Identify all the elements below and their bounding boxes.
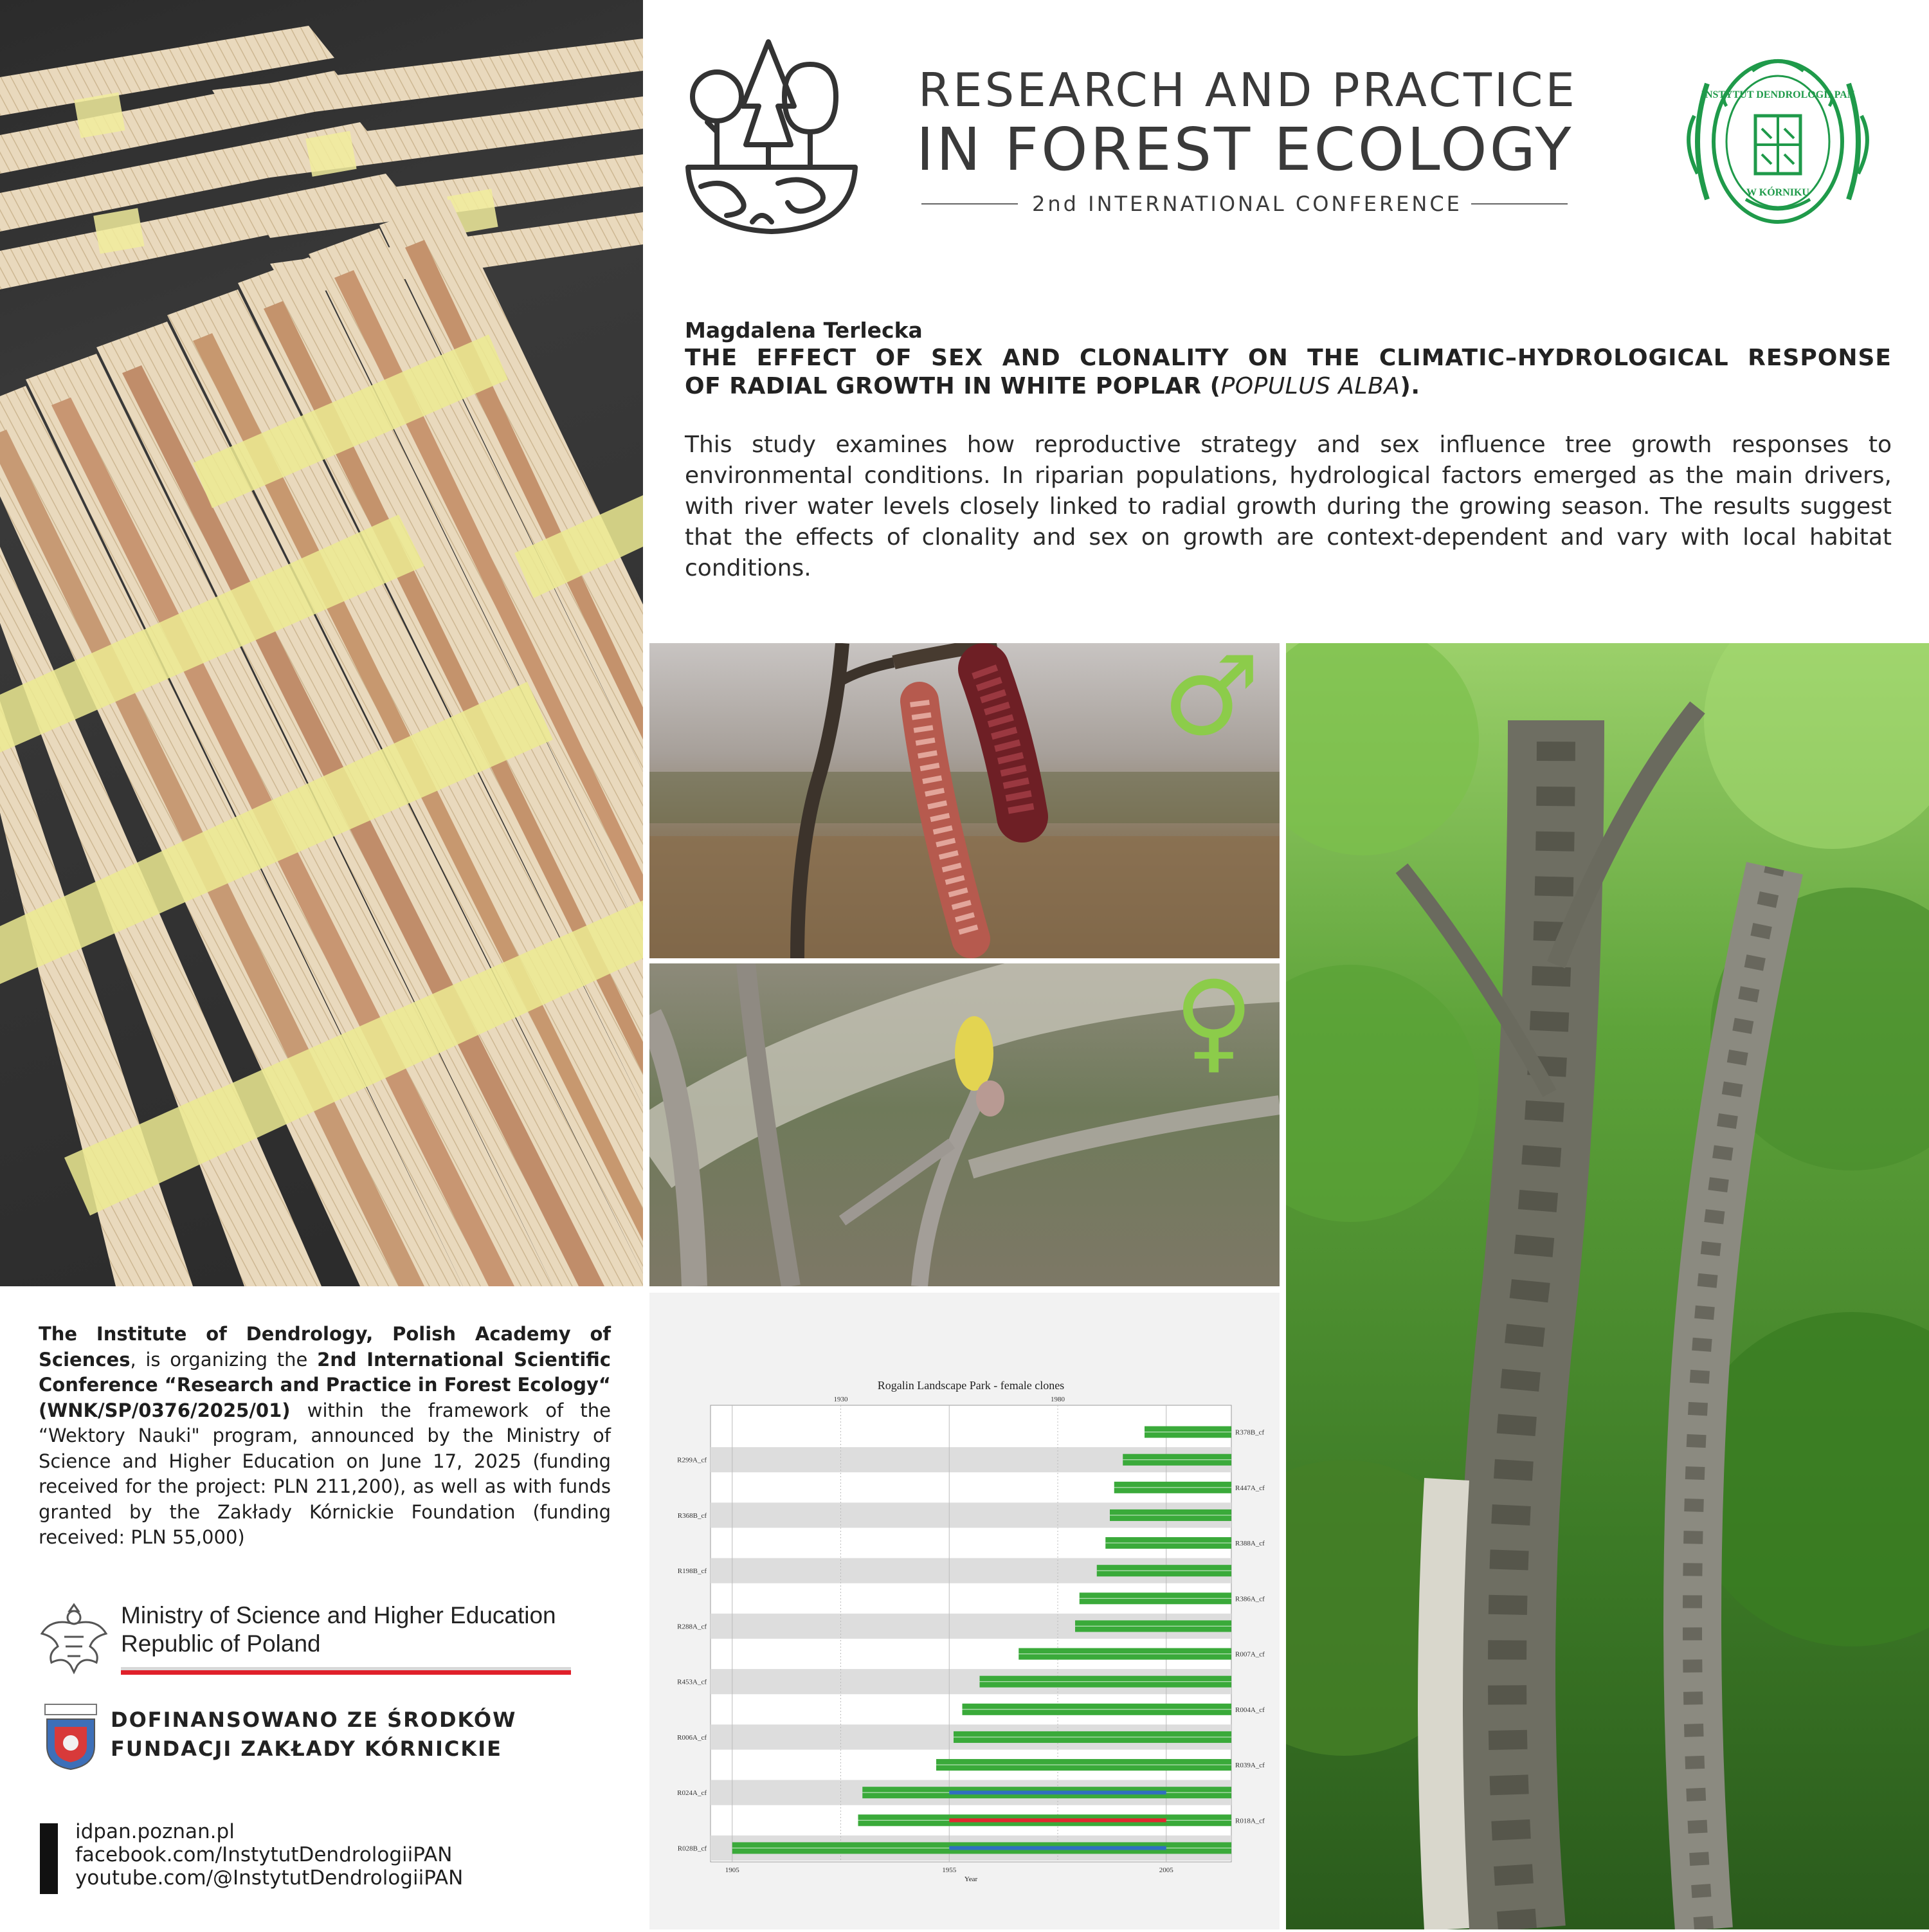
links-list xyxy=(75,1820,463,1890)
row-label: R018A_cf xyxy=(1235,1817,1265,1825)
foundation-name xyxy=(111,1706,516,1763)
foundation-line2: FUNDACJI ZAKŁADY KÓRNICKIE xyxy=(111,1736,502,1761)
male-catkin-photo xyxy=(649,643,1280,958)
ministry-name xyxy=(121,1601,556,1658)
row-label: R198B_cf xyxy=(677,1567,707,1576)
row-label: R004A_cf xyxy=(1235,1706,1265,1714)
species-name: POPULUS ALBA xyxy=(1220,373,1400,399)
row-label: R299A_cf xyxy=(677,1456,707,1464)
row-label: R388A_cf xyxy=(1235,1540,1265,1548)
row-label: R386A_cf xyxy=(1235,1595,1265,1603)
row-label: R288A_cf xyxy=(677,1623,707,1631)
row-label: R006A_cf xyxy=(677,1733,707,1742)
white-poplar-tree-photo xyxy=(1286,643,1929,1929)
chart-title: Rogalin Landscape Park - female clones xyxy=(877,1379,1065,1392)
female-symbol: ♀ xyxy=(1173,963,1254,1085)
funding-text-2: within the framework of the “Wektory Nauki" program, announced by the Ministry of Science and Higher Education on June 17, 2025 (funding received for the project: PLN 211,200), as well as with funds granted by the Zakłady Kórnickie Foundation (funding received: PLN 55,000) xyxy=(39,1399,611,1548)
conference-logo xyxy=(682,35,862,235)
author-name: Magdalena Terlecka xyxy=(685,318,923,343)
funding-conference: 2nd International Scientific Conference “Research and Practice in Forest Ecology“ (WNK/SP/0376/2025/01) xyxy=(39,1348,611,1421)
website-link[interactable]: idpan.poznan.pl xyxy=(75,1820,235,1843)
top-tick-label: 1930 xyxy=(833,1396,848,1403)
row-label: R024A_cf xyxy=(677,1789,707,1798)
polish-eagle-icon xyxy=(39,1598,109,1675)
forest-globe-icon xyxy=(682,35,862,235)
highlight-segment-R024A_cf xyxy=(949,1791,1166,1794)
row-label: R039A_cf xyxy=(1235,1762,1265,1770)
funding-institute: The Institute of Dendrology, Polish Academy of Sciences xyxy=(39,1323,611,1371)
bottom-tick-label: 1905 xyxy=(725,1866,739,1874)
seal-text-bottom: W KÓRNIKU xyxy=(1746,187,1809,198)
youtube-link[interactable]: youtube.com/@InstytutDendrologiiPAN xyxy=(75,1866,464,1890)
abstract-text: This study examines how reproductive strategy and sex influence tree growth responses to environmental conditions. In riparian populations, hydrological factors emerged as the main drivers, with river water levels closely linked to radial growth during the growing season. The results suggest that the effects of clonality and sex on growth are context-dependent and vary with local habitat conditions. xyxy=(685,432,1892,581)
funding-statement xyxy=(39,1322,611,1551)
conference-title-line2: IN FOREST ECOLOGY xyxy=(916,115,1574,184)
paper-title-line2-pre: OF RADIAL GROWTH IN WHITE POPLAR ( xyxy=(685,373,1221,399)
subtitle-rule-right xyxy=(1471,203,1568,205)
highlight-segment-R018A_cf xyxy=(949,1818,1166,1822)
foundation-line1: DOFINANSOWANO ZE ŚRODKÓW xyxy=(111,1708,517,1732)
top-tick-label: 1980 xyxy=(1051,1396,1065,1403)
female-catkin-photo xyxy=(649,963,1280,1286)
funding-text-1: , is organizing the xyxy=(130,1348,318,1371)
tree-illustration xyxy=(1286,643,1929,1929)
foundation-emblem xyxy=(42,1701,100,1771)
wood-cores-photo xyxy=(0,0,643,1286)
seal-emblem-icon xyxy=(1681,45,1874,238)
male-symbol: ♂ xyxy=(1162,643,1260,760)
facebook-link[interactable]: facebook.com/InstytutDendrologiiPAN xyxy=(75,1843,453,1866)
row-label: R028B_cf xyxy=(677,1845,707,1853)
subtitle-rule-left xyxy=(921,203,1018,205)
ministry-emblem xyxy=(39,1598,109,1675)
row-label: R007A_cf xyxy=(1235,1650,1265,1659)
seal-text: INSTYTUT DENDROLOGII PAN xyxy=(1701,89,1855,100)
ministry-flag-rule xyxy=(121,1667,571,1675)
paper-title-line1: THE EFFECT OF SEX AND CLONALITY ON THE CLIMATIC–HYDROLOGICAL RESPONSE xyxy=(685,345,1892,371)
wood-cores-illustration xyxy=(0,0,643,1286)
clone-chronology-chart xyxy=(649,1293,1280,1929)
conference-title-line1: RESEARCH AND PRACTICE xyxy=(918,63,1577,117)
bottom-tick-label: 1955 xyxy=(942,1866,957,1874)
links-bar xyxy=(40,1823,58,1894)
paper-title-line2-post: ). xyxy=(1400,373,1420,399)
ministry-line1: Ministry of Science and Higher Education xyxy=(121,1602,556,1628)
row-label: R453A_cf xyxy=(677,1678,707,1686)
foundation-crest-icon xyxy=(42,1701,100,1771)
highlight-segment-R028B_cf xyxy=(949,1846,1166,1850)
chart-x-axis-label: Year xyxy=(964,1875,978,1883)
paper-title-line2 xyxy=(685,372,1892,401)
row-label: R378B_cf xyxy=(1235,1428,1265,1437)
row-label: R368B_cf xyxy=(677,1511,707,1520)
ministry-line2: Republic of Poland xyxy=(121,1630,321,1657)
institute-seal xyxy=(1681,45,1874,238)
row-label: R447A_cf xyxy=(1235,1484,1265,1492)
conference-subtitle: 2nd INTERNATIONAL CONFERENCE xyxy=(1032,192,1462,216)
bottom-tick-label: 2005 xyxy=(1159,1866,1173,1874)
chart-panel xyxy=(649,1293,1280,1929)
